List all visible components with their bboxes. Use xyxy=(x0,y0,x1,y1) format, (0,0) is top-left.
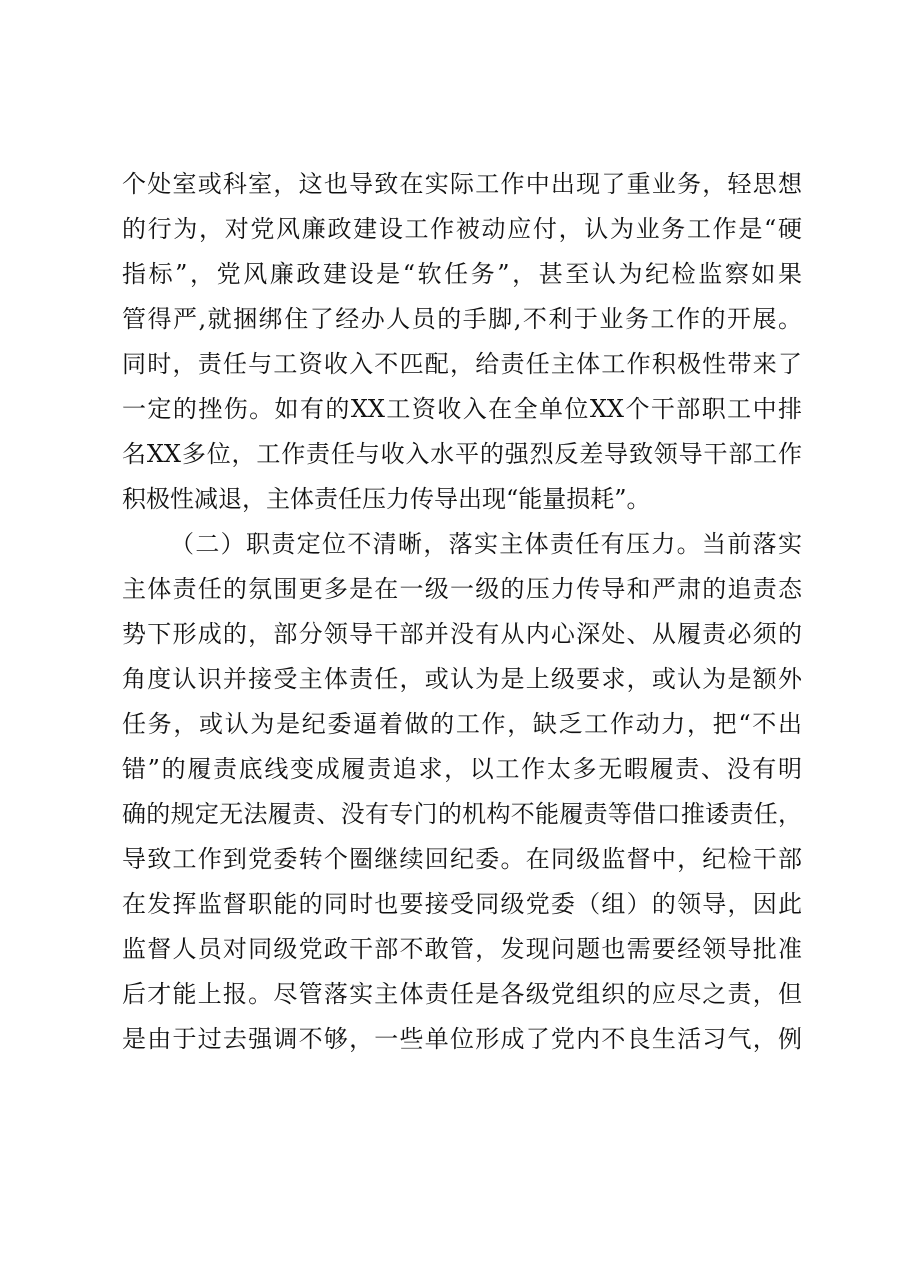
text-line: 在发挥监督职能的同时也要接受同级党委（组）的领导，因此 xyxy=(122,890,802,918)
text-line: 任务，或认为是纪委逼着做的工作，缺乏工作动力，把“不出 xyxy=(122,710,802,738)
text-line: 监督人员对同级党政干部不敢管，发现问题也需要经领导批准 xyxy=(122,935,802,963)
document-body xyxy=(122,162,802,1062)
text-line: 确的规定无法履责、没有专门的机构不能履责等借口推诿责任， xyxy=(122,800,802,828)
text-line: 管得严,就捆绑住了经办人员的手脚,不利于业务工作的开展。 xyxy=(122,305,802,333)
text-line: 角度认识并接受主体责任，或认为是上级要求，或认为是额外 xyxy=(122,665,802,693)
text-line: 一定的挫伤。如有的XX工资收入在全单位XX个干部职工中排 xyxy=(122,395,802,423)
text-line: 主体责任的氛围更多是在一级一级的压力传导和严肃的追责态 xyxy=(122,575,802,603)
text-line: 势下形成的，部分领导干部并没有从内心深处、从履责必须的 xyxy=(122,620,802,648)
text-line: 指标”，党风廉政建设是“软任务”，甚至认为纪检监察如果 xyxy=(122,260,802,288)
text-line: 个处室或科室，这也导致在实际工作中出现了重业务，轻思想 xyxy=(122,170,802,198)
text-line: 后才能上报。尽管落实主体责任是各级党组织的应尽之责，但 xyxy=(122,980,802,1008)
text-line: 名XX多位，工作责任与收入水平的强烈反差导致领导干部工作 xyxy=(122,440,802,468)
paragraph-first-line: （二）职责定位不清晰，落实主体责任有压力。当前落实 xyxy=(170,530,802,558)
text-line: 的行为，对党风廉政建设工作被动应付，认为业务工作是“硬 xyxy=(122,215,802,243)
text-line: 导致工作到党委转个圈继续回纪委。在同级监督中，纪检干部 xyxy=(122,845,802,873)
text-line: 错”的履责底线变成履责追求，以工作太多无暇履责、没有明 xyxy=(122,755,802,783)
text-line: 是由于过去强调不够，一些单位形成了党内不良生活习气，例 xyxy=(122,1025,802,1053)
text-line: 同时，责任与工资收入不匹配，给责任主体工作积极性带来了 xyxy=(122,350,802,378)
paragraph-last-line: 积极性减退，主体责任压力传导出现“能量损耗”。 xyxy=(122,485,651,513)
